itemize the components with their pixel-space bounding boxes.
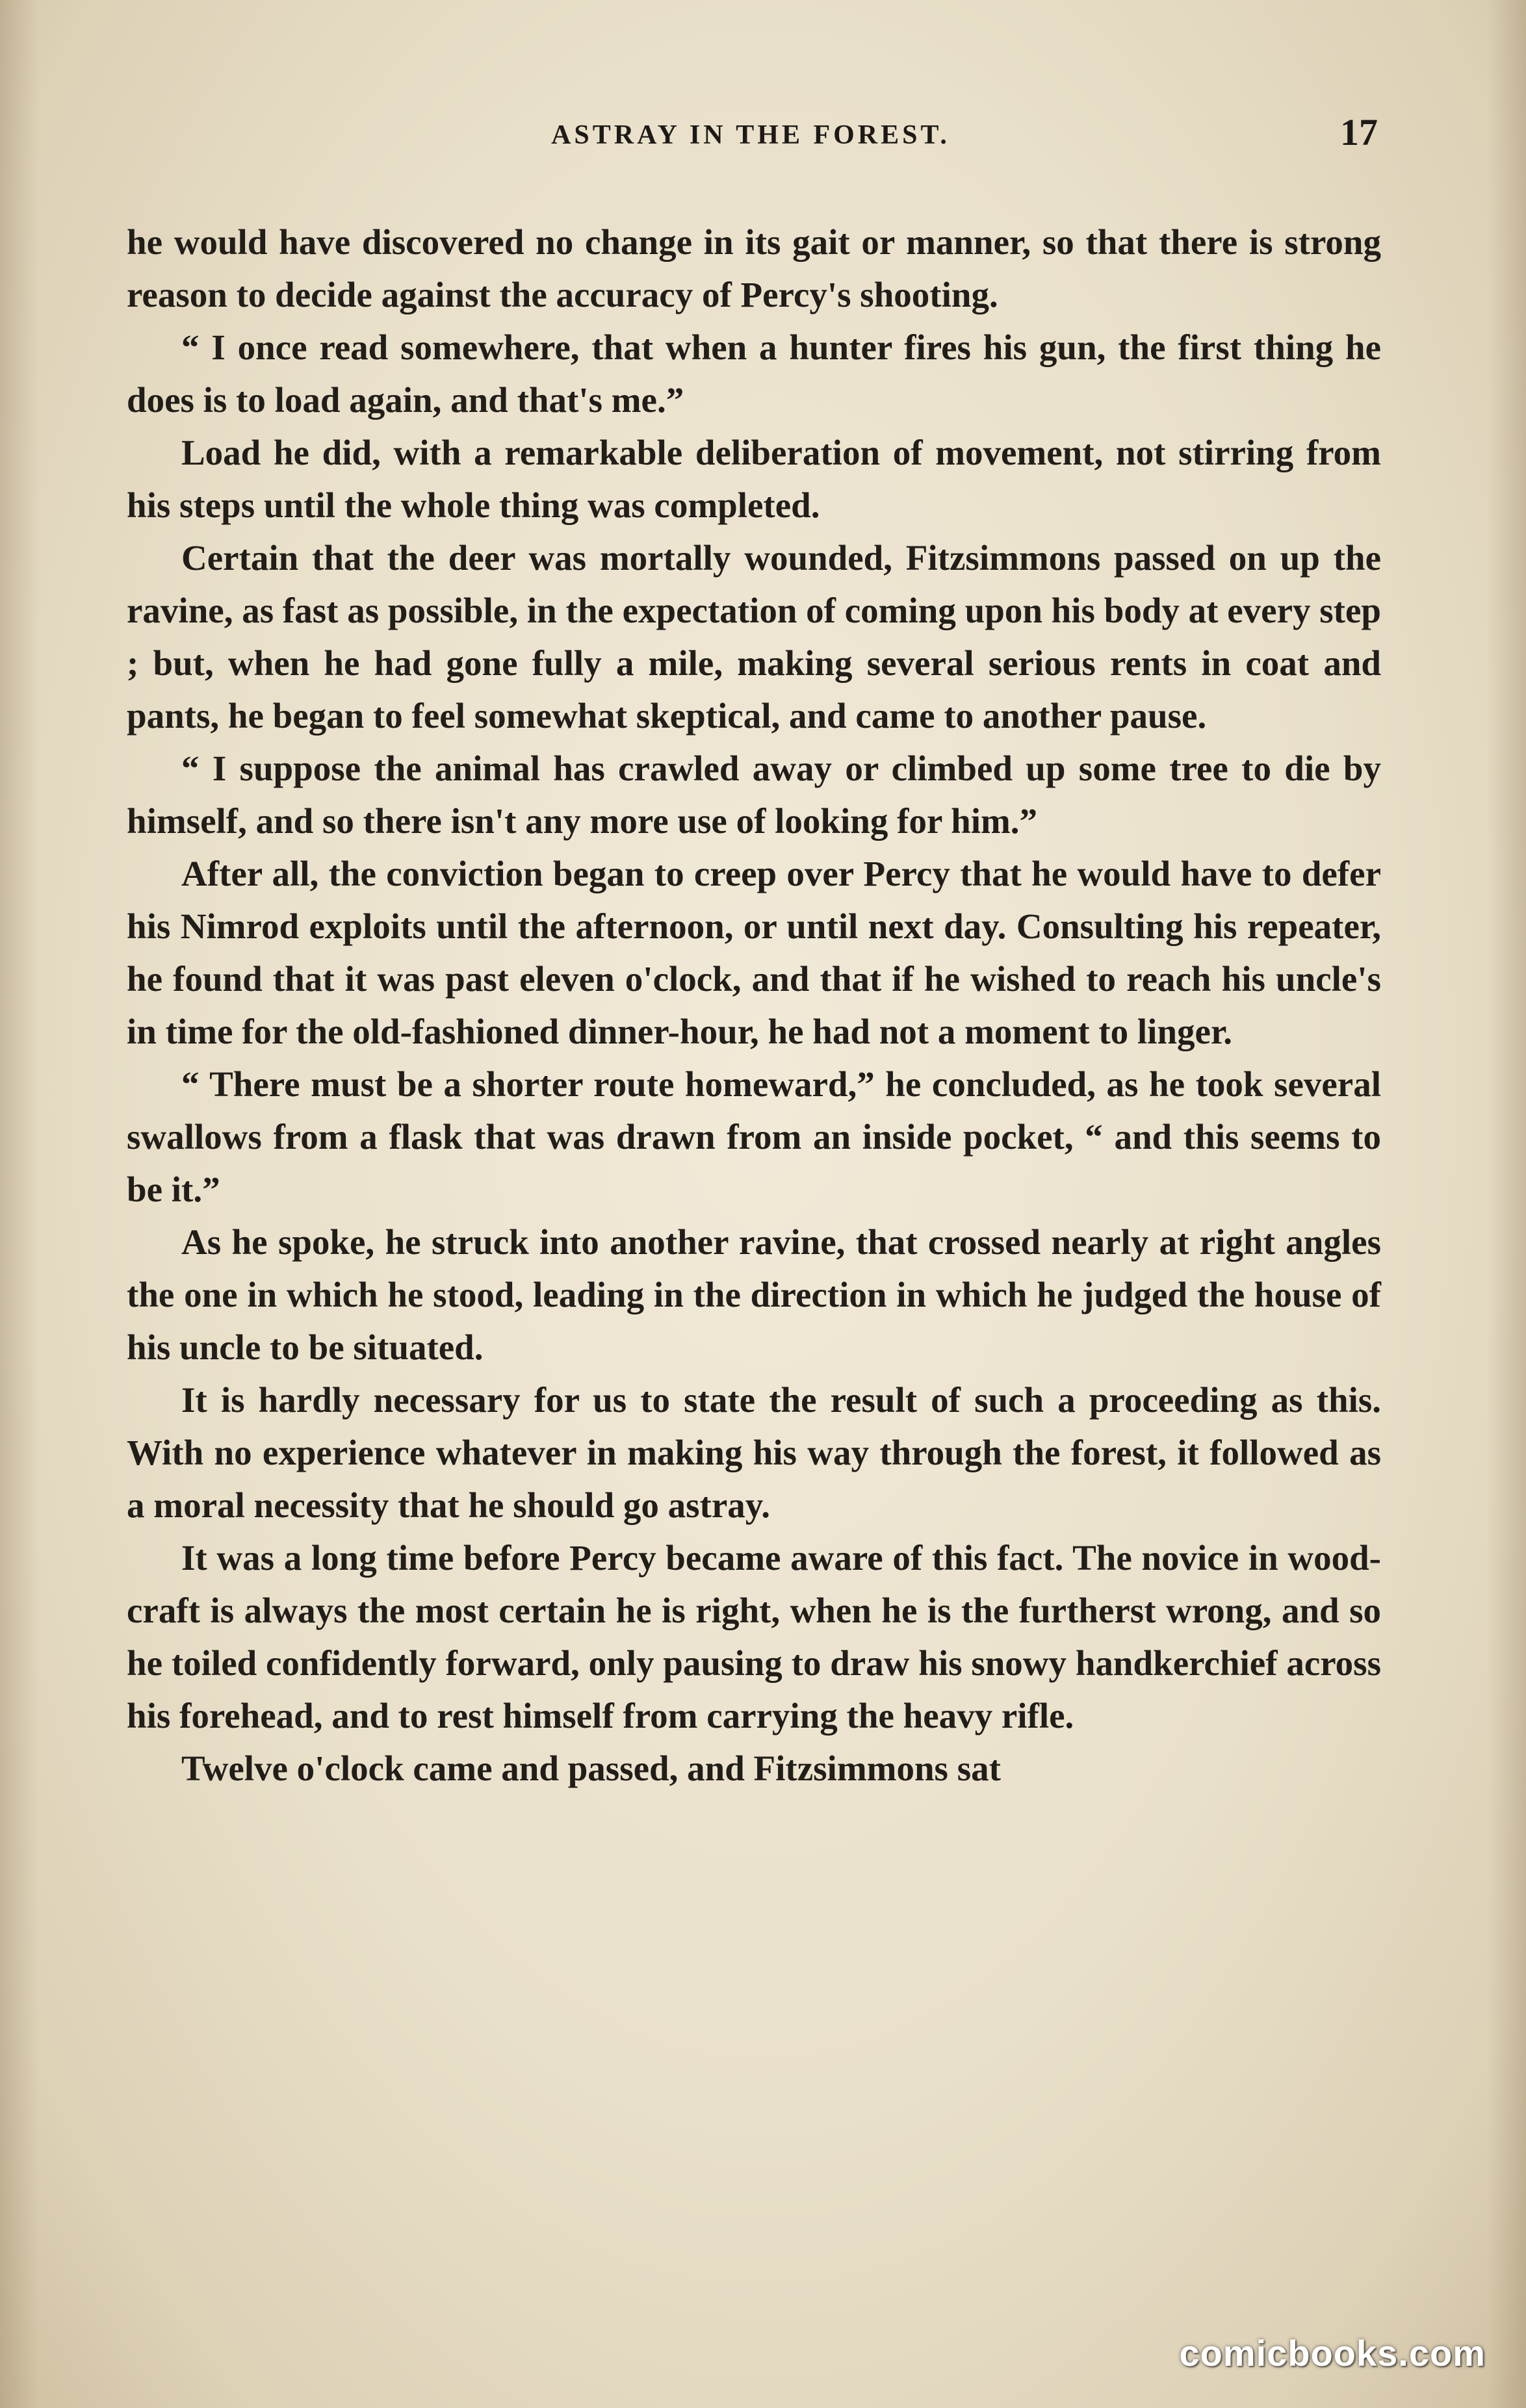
paragraph: Twelve o'clock came and passed, and Fitzsimmons sat [181, 1748, 1001, 1788]
paragraph: “ I suppose the animal has crawled away or climbed up some tree to die by himself, and so there isn't any more use of looking for him.” [127, 749, 1381, 841]
paragraph: It is hardly necessary for us to state the result of such a proceeding as this. With no experience whatever in making his way through the forest, it followed as a moral necessity that he should go astray. [127, 1380, 1381, 1525]
watermark: comicbooks.com [1179, 2333, 1486, 2374]
paragraph: Load he did, with a remarkable deliberation of movement, not stirring from his steps until the whole thing was completed. [127, 433, 1381, 525]
paragraph: After all, the conviction began to creep over Percy that he would have to defer his Nimrod exploits until the afternoon, or until next day. Consulting his repeater, he found that it was past eleven o'clock, and that if he wished to reach his uncle's in time for the old-fashioned dinner-hour, he had not a moment to linger. [127, 854, 1381, 1051]
paragraph: Certain that the deer was mortally wounded, Fitzsimmons passed on up the ravine, as fast as possible, in the expectation of coming upon his body at every step ; but, when he had gone fully a mile, making several serious rents in coat and pants, he began to feel somewhat skeptical, and came to another pause. [127, 538, 1381, 736]
running-head: ASTRAY IN THE FOREST. [551, 120, 950, 150]
paragraph: “ I once read somewhere, that when a hunter fires his gun, the first thing he does is to load again, and that's me.” [127, 327, 1381, 420]
paragraph: he would have discovered no change in its gait or manner, so that there is strong reason to decide against the accuracy of Percy's shooting. [127, 222, 1381, 314]
page-number: 17 [1340, 111, 1378, 153]
page-header [123, 110, 1378, 162]
paragraph: As he spoke, he struck into another ravine, that crossed nearly at right angles the one in which he stood, leading in the direction in which he judged the house of his uncle to be situated. [127, 1222, 1381, 1367]
paragraph: “ There must be a shorter route homeward,” he concluded, as he took several swallows from a flask that was drawn from an inside pocket, “ and this seems to be it.” [127, 1064, 1381, 1209]
body-text [127, 216, 1381, 1795]
paragraph: It was a long time before Percy became aware of this fact. The novice in wood-craft is always the most certain he is right, when he is the furtherst wrong, and so he toiled confidently forward, only pausing to draw his snowy handkerchief across his forehead, and to rest himself from carrying the heavy rifle. [127, 1538, 1381, 1736]
